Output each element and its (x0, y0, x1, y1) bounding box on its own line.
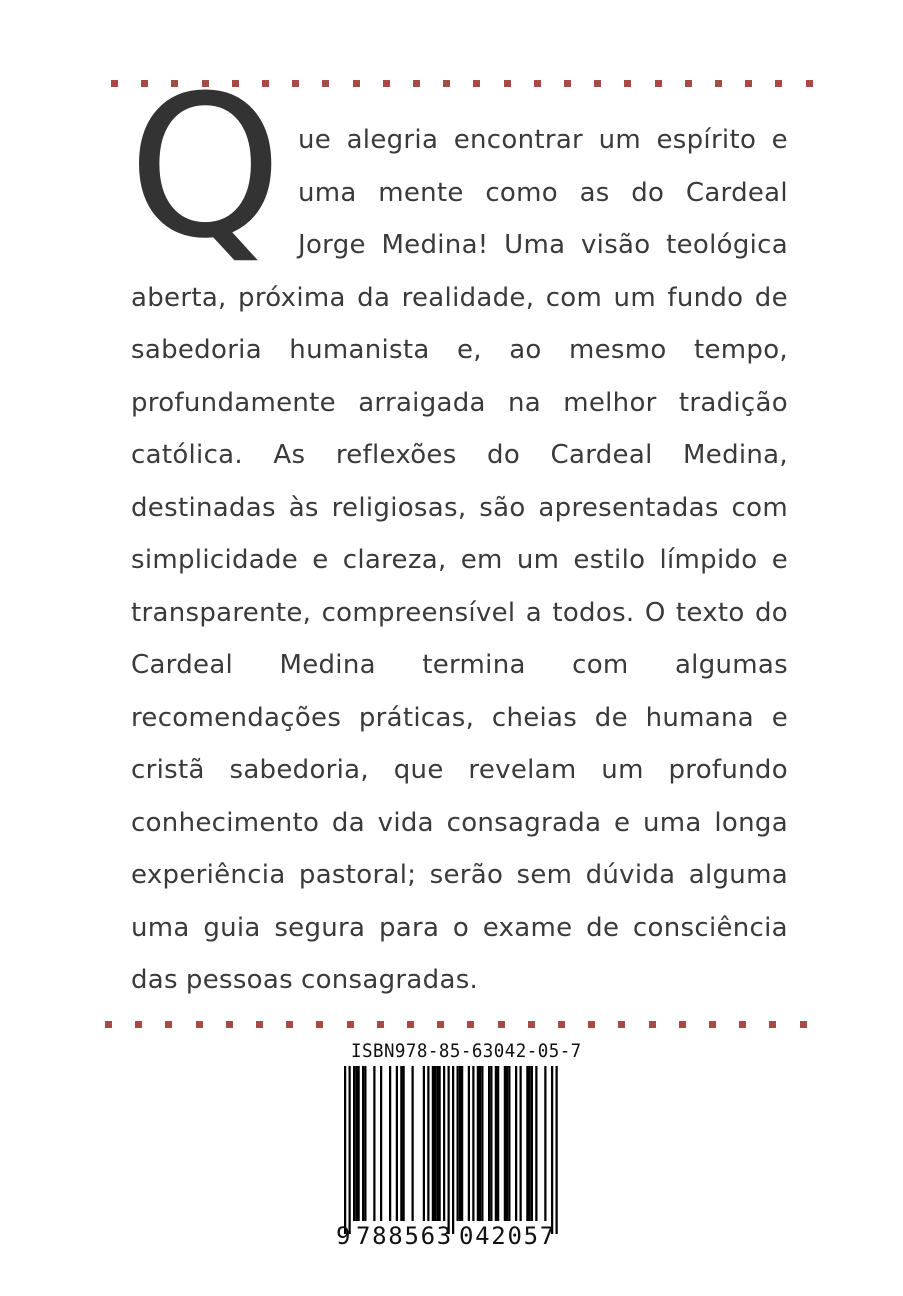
dot (165, 1021, 172, 1028)
dot (467, 1021, 474, 1028)
word: humana (645, 702, 755, 733)
text-line (131, 849, 788, 902)
word: às (288, 492, 319, 523)
word: ao (509, 335, 542, 365)
dot (655, 80, 662, 87)
text-line (131, 902, 788, 955)
word: estilo (573, 545, 646, 575)
word: revelam (468, 755, 577, 785)
word: realidade, (401, 282, 535, 313)
word: as (579, 177, 610, 208)
dot (564, 80, 571, 87)
barcode-bar (349, 1066, 351, 1234)
barcode-bar (535, 1066, 537, 1221)
dot (105, 1021, 112, 1028)
dot (685, 80, 692, 87)
word: encontrar (453, 125, 584, 155)
barcode-bar (479, 1066, 481, 1221)
word: pessoas (185, 965, 293, 995)
word: consagradas. (300, 965, 479, 995)
word: como (485, 177, 558, 208)
word: serão (429, 860, 504, 890)
word: As (273, 440, 306, 470)
barcode-bar (432, 1066, 434, 1221)
word: um (598, 125, 641, 155)
word: pastoral; (298, 860, 417, 890)
word: do (754, 597, 788, 628)
dot (594, 80, 601, 87)
dot (443, 80, 450, 87)
word: guia (203, 912, 261, 943)
dot (196, 1021, 203, 1028)
dot (286, 1021, 293, 1028)
dot (226, 1021, 233, 1028)
barcode-bar (529, 1066, 531, 1221)
word: compreensível (321, 597, 516, 628)
barcode-bar (506, 1066, 508, 1221)
word: profundo (668, 755, 788, 785)
barcode-bar (488, 1066, 490, 1221)
word: fundo (667, 282, 744, 313)
barcode-bar (551, 1066, 553, 1234)
text-line (131, 272, 788, 325)
text-line (131, 324, 788, 377)
word: um (613, 282, 656, 313)
dot (558, 1021, 565, 1028)
barcode-bar (439, 1066, 441, 1221)
barcode-bar (412, 1066, 414, 1221)
barcode-bar (344, 1066, 346, 1234)
barcode-bar (495, 1066, 497, 1221)
word: e (614, 807, 631, 838)
word: arraigada (358, 387, 486, 418)
word: próxima (238, 282, 346, 313)
word: da (357, 282, 391, 313)
word: texto (675, 597, 745, 628)
barcode-bar (461, 1066, 463, 1221)
word: e (771, 125, 788, 155)
word: aberta, (131, 282, 227, 313)
dot (322, 80, 329, 87)
barcode-bar (380, 1066, 382, 1221)
word: todos. (552, 597, 635, 628)
dot (745, 80, 752, 87)
barcode-bar (448, 1066, 450, 1234)
word: com (731, 492, 788, 523)
barcode-first-digit: 9 (336, 1222, 351, 1250)
word: com (545, 282, 603, 313)
dot (534, 80, 541, 87)
word: visão (580, 230, 651, 260)
word: do (631, 177, 665, 208)
dot (588, 1021, 595, 1028)
word: da (331, 807, 365, 838)
word: uma (643, 807, 702, 838)
word: segura (274, 912, 366, 943)
barcode-bar (364, 1066, 366, 1221)
text-line (131, 797, 788, 850)
text-line (131, 744, 788, 797)
text-line (131, 482, 788, 535)
dot (618, 1021, 625, 1028)
barcode-bar (436, 1066, 438, 1221)
word: uma (298, 177, 357, 208)
word: exame (482, 912, 573, 943)
barcode-bar (544, 1066, 546, 1221)
word: destinadas (131, 492, 276, 523)
dot (498, 1021, 505, 1028)
word: conhecimento (131, 807, 320, 838)
text-line (131, 587, 788, 640)
text-line (131, 429, 788, 482)
dot (649, 1021, 656, 1028)
word: simplicidade (131, 545, 299, 575)
word: teológica (666, 230, 788, 260)
word: transparente, (131, 597, 312, 628)
text-line (131, 954, 788, 1007)
word: profundamente (131, 387, 336, 418)
word: e (771, 702, 788, 733)
word: tempo, (693, 335, 788, 365)
word: cristã (131, 755, 205, 785)
word: humanista (289, 335, 430, 365)
word: alguma (688, 860, 788, 890)
dot (377, 1021, 384, 1028)
word: experiência (131, 860, 286, 890)
drop-cap: Q (128, 54, 283, 282)
word: e, (456, 335, 482, 365)
word: mesmo (569, 335, 667, 365)
dot (528, 1021, 535, 1028)
barcode-bar (355, 1066, 357, 1221)
dot (353, 80, 360, 87)
word: Medina! (381, 230, 489, 260)
dot (383, 80, 390, 87)
word: um (601, 755, 644, 785)
word: Cardeal (131, 650, 234, 680)
word: que (393, 755, 444, 785)
decorative-dotted-rule-bottom (105, 1021, 807, 1029)
text-line (131, 534, 788, 587)
word: das (131, 965, 178, 995)
barcode-right-digits: 042057 (459, 1222, 556, 1250)
barcode-bar (373, 1066, 375, 1221)
word: em (460, 545, 503, 575)
barcode-bar (389, 1066, 391, 1221)
dot (413, 80, 420, 87)
word: de (594, 702, 628, 733)
word: de (586, 912, 620, 943)
word: com (572, 650, 629, 680)
dot (292, 80, 299, 87)
barcode-bar (423, 1066, 425, 1221)
barcode-bar (459, 1066, 461, 1221)
barcode-bar (468, 1066, 470, 1221)
word: consagrada (446, 807, 602, 838)
barcode-bar (452, 1066, 454, 1234)
word: vida (377, 807, 434, 838)
barcode-bar (508, 1066, 510, 1221)
word: Medina (279, 650, 376, 680)
word: para (378, 912, 440, 943)
dot (111, 80, 118, 87)
barcode-bar (427, 1066, 429, 1221)
barcode-bar (472, 1066, 474, 1221)
word: ue (298, 125, 332, 155)
word: cheias (491, 702, 578, 733)
barcode-bar (362, 1066, 364, 1221)
barcode-bar (526, 1066, 528, 1221)
barcode-bar (400, 1066, 402, 1221)
word: reflexões (335, 440, 457, 470)
word: mente (378, 177, 464, 208)
barcode-bar (490, 1066, 492, 1221)
barcode (338, 1066, 568, 1236)
word: sem (516, 860, 573, 890)
word: um (516, 545, 560, 575)
dot (769, 1021, 776, 1028)
word: O (644, 597, 666, 628)
dot (407, 1021, 414, 1028)
dot (135, 1021, 142, 1028)
word: clareza, (342, 545, 447, 575)
word: consciência (632, 912, 788, 943)
word: religiosas, (331, 492, 467, 523)
text-line (298, 219, 788, 272)
word: algumas (674, 650, 788, 680)
word: e (312, 545, 329, 575)
word: termina (422, 650, 526, 680)
dot (624, 80, 631, 87)
word: e (771, 545, 788, 575)
word: são (479, 492, 526, 523)
barcode-bar (477, 1066, 479, 1221)
text-line (131, 692, 788, 745)
word: o (452, 912, 470, 943)
dot (715, 80, 722, 87)
barcode-bar (504, 1066, 506, 1221)
dot (775, 80, 782, 87)
barcode-bar (403, 1066, 405, 1221)
dot (806, 80, 813, 87)
word: sabedoria (131, 335, 262, 365)
word: Uma (504, 230, 566, 260)
word: sabedoria, (229, 755, 369, 785)
blurb-text (131, 114, 788, 1007)
word: de (754, 282, 788, 313)
barcode-bar (497, 1066, 499, 1221)
word: límpido (659, 545, 758, 575)
text-line (298, 167, 788, 220)
dot (800, 1021, 807, 1028)
word: Cardeal (550, 440, 653, 470)
dot (256, 1021, 263, 1028)
barcode-bar (515, 1066, 517, 1221)
dot (679, 1021, 686, 1028)
word: alegria (346, 125, 439, 155)
word: espírito (656, 125, 757, 155)
dot (473, 80, 480, 87)
barcode-bar (434, 1066, 436, 1221)
text-line (298, 114, 788, 167)
word: do (487, 440, 521, 470)
barcode-bar (531, 1066, 533, 1221)
word: melhor (563, 387, 657, 418)
word: a (525, 597, 543, 628)
dot (347, 1021, 354, 1028)
barcode-left-digits: 788563 (356, 1222, 453, 1250)
dot (709, 1021, 716, 1028)
barcode-bar (520, 1066, 522, 1221)
dot (437, 1021, 444, 1028)
word: Jorge (298, 230, 366, 260)
word: dúvida (585, 860, 676, 890)
text-line (131, 377, 788, 430)
barcode-bar (443, 1066, 445, 1221)
barcode-bar (556, 1066, 558, 1234)
word: Medina, (683, 440, 788, 470)
word: uma (131, 912, 190, 943)
word: Cardeal (685, 177, 788, 208)
dot (316, 1021, 323, 1028)
barcode-bar (481, 1066, 483, 1221)
barcode-bar (457, 1066, 459, 1221)
word: católica. (131, 440, 243, 470)
word: práticas, (358, 702, 475, 733)
word: recomendações (131, 702, 342, 733)
isbn-label: ISBN978-85-63042-05-7 (351, 1040, 582, 1062)
word: na (508, 387, 542, 418)
barcode-bar (358, 1066, 360, 1221)
word: longa (714, 807, 788, 838)
barcode-bar (396, 1066, 398, 1221)
dot (504, 80, 511, 87)
dot (739, 1021, 746, 1028)
word: tradição (678, 387, 788, 418)
word: apresentadas (538, 492, 719, 523)
barcode-bar (353, 1066, 355, 1221)
text-line (131, 639, 788, 692)
